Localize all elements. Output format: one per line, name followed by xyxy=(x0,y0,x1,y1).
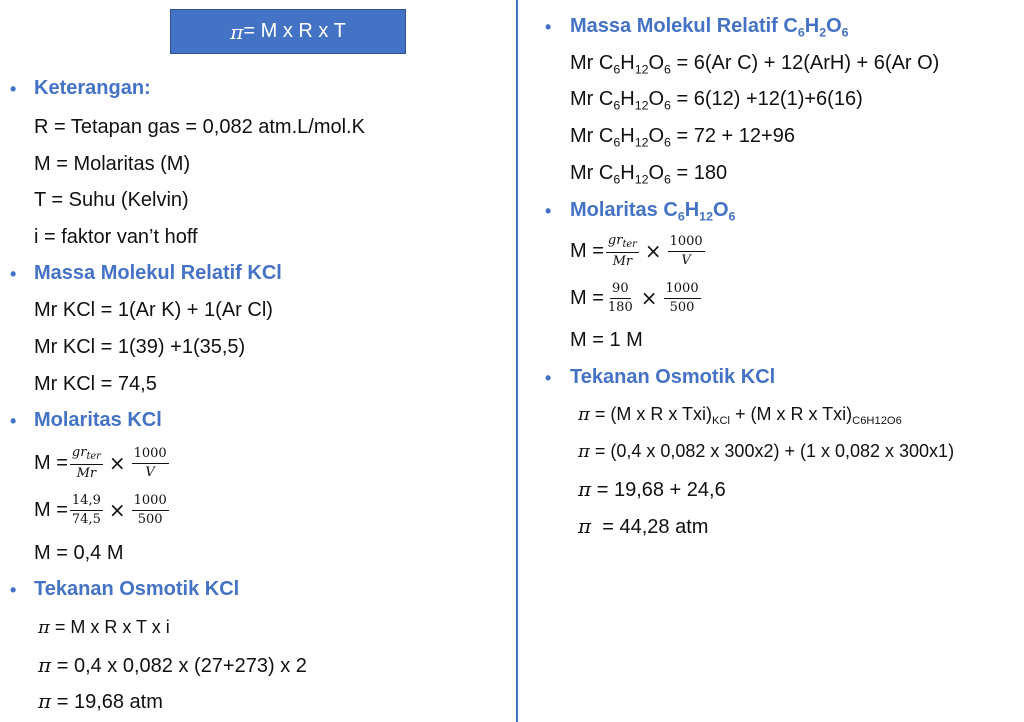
text-line: Mr KCl = 1(Ar K) + 1(Ar Cl) xyxy=(34,299,273,321)
text-line: Mr $C_6H_{12}O_6 = 6(12) +12(1)+6(16)$ xyxy=(570,88,863,113)
fraction: $\frac{1000}{V}$ xyxy=(669,233,703,268)
bullet: • xyxy=(545,368,552,388)
bullet: • xyxy=(10,580,17,600)
molaritas-formula xyxy=(570,231,707,271)
formula-box xyxy=(170,9,406,54)
text-line: Mr $C_6H_{12}O_6 = 180$ xyxy=(570,162,728,187)
text-line: Mr KCl = 1(39) +1(35,5) xyxy=(34,336,246,358)
heading-massa-kcl: Massa Molekul Relatif KCl xyxy=(34,262,282,284)
text-line: M = 0,4 M xyxy=(34,542,124,564)
text-line: Mr $C_6H_{12}O_6 = 6(Ar$ C) + 12(ArH) + 6(Ar O) xyxy=(570,52,940,77)
heading-tekanan-kcl: Tekanan Osmotik KCl xyxy=(34,578,240,600)
bullet: • xyxy=(545,17,552,37)
heading-keterangan: Keterangan: xyxy=(34,77,151,99)
text-line: i = faktor van’t hoff xyxy=(34,226,198,248)
fraction: $\frac{1000}{V}$ xyxy=(133,445,167,480)
text-line: π = 19,68 atm xyxy=(38,689,163,713)
text-line: π = (M x R x $Txi)_{KCl} + (M$ x R x $Txi)_{C6H12O6}$ xyxy=(578,404,902,427)
times-sign: × xyxy=(640,286,658,310)
m-prefix: M = xyxy=(34,451,68,474)
times-sign: × xyxy=(108,451,126,475)
column-divider xyxy=(516,0,518,722)
molaritas-formula xyxy=(34,443,171,483)
formula-text: = M x R x T xyxy=(243,20,346,42)
times-sign: × xyxy=(644,239,662,263)
fraction: $\frac{14,9}{74,5}$ xyxy=(71,492,101,527)
bullet: • xyxy=(10,264,17,284)
m-prefix: M = xyxy=(570,239,604,262)
fraction: $\frac{gr_{ter}}{Mr}$ xyxy=(71,444,101,481)
m-prefix: M = xyxy=(34,498,68,521)
bullet: • xyxy=(10,411,17,431)
pi-symbol: π xyxy=(230,19,244,44)
molaritas-formula-values xyxy=(34,490,171,530)
fraction: $\frac{gr_{ter}}{Mr}$ xyxy=(607,232,637,269)
text-line: π = 44,28 atm xyxy=(578,514,709,538)
m-prefix: M = xyxy=(570,286,604,309)
molaritas-formula-values xyxy=(570,278,703,318)
text-line: R = Tetapan gas = 0,082 atm.L/mol.K xyxy=(34,116,365,138)
text-line: π = 0,4 x 0,082 x (27+273) x 2 xyxy=(38,653,307,677)
heading-molaritas-kcl: Molaritas KCl xyxy=(34,409,162,431)
bullet: • xyxy=(10,79,17,99)
text-line: T = Suhu (Kelvin) xyxy=(34,189,189,211)
heading-tekanan-total: Tekanan Osmotik KCl xyxy=(570,366,776,388)
text-line: π = M x R x T x i xyxy=(38,617,170,638)
fraction: $\frac{90}{180}$ xyxy=(607,280,633,315)
text-line: π = 19,68 + 24,6 xyxy=(578,477,726,501)
heading-molaritas-glukosa: Molaritas $C_6H_{12}O_6$ xyxy=(570,199,736,224)
text-line: Mr $C_6H_{12}O_6 = 72 + 12+96$ xyxy=(570,125,795,150)
text-line: π = (0,4 x 0,082 x 300x2) + (1 x 0,082 x 300x1) xyxy=(578,441,955,462)
text-line: Mr KCl = 74,5 xyxy=(34,373,157,395)
heading-massa-glukosa: Massa Molekul Relatif $C_6H_2O_6$ xyxy=(570,15,849,40)
text-line: M = 1 M xyxy=(570,329,643,351)
fraction: $\frac{1000}{500}$ xyxy=(133,492,167,527)
fraction: $\frac{1000}{500}$ xyxy=(665,280,699,315)
text-line: M = Molaritas (M) xyxy=(34,153,191,175)
times-sign: × xyxy=(108,498,126,522)
bullet: • xyxy=(545,201,552,221)
